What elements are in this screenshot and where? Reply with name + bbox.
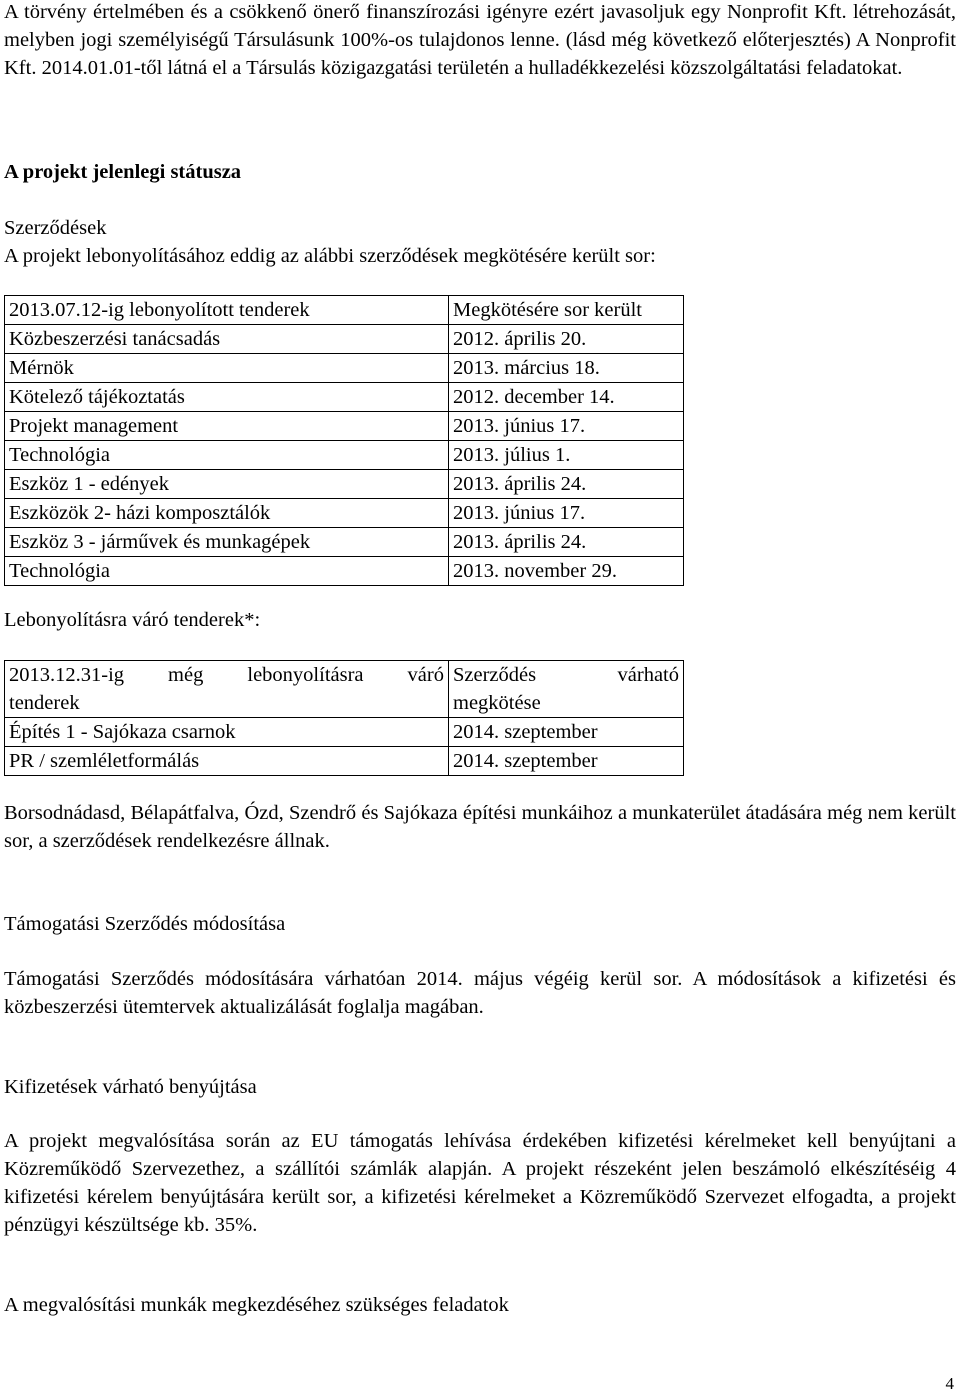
amendment-heading: Támogatási Szerződés módosítása (4, 913, 286, 935)
table-cell-date: 2013. november 29. (449, 557, 684, 586)
table-cell-tender: Kötelező tájékoztatás (5, 383, 449, 412)
tasks-heading: A megvalósítási munkák megkezdéséhez szükséges feladatok (4, 1294, 509, 1316)
table-header-cell (5, 661, 449, 718)
table-cell-tender: Közbeszerzési tanácsadás (5, 325, 449, 354)
table-row (5, 383, 684, 412)
table-header-line: Szerződés várható (453, 664, 679, 686)
table-cell-date: 2013. március 18. (449, 354, 684, 383)
table-cell-date: 2013. április 24. (449, 470, 684, 499)
table-cell-tender: Technológia (5, 441, 449, 470)
table-header-row (5, 296, 684, 325)
table-cell-date: 2014. szeptember (449, 718, 684, 747)
payments-paragraph: A projekt megvalósítása során az EU támogatás lehívása érdekében kifizetési kérelmeket kell benyújtani a Közreműködő Szervezethez, a szállítói számlák alapján. A projekt részeként jelen beszámoló elkészítéséig 4 kifizetési kérelem benyújtására került sor, a kifizetési kérelmeket a Közreműködő Szervezet elfogadta, a projekt pénzügyi készültsége kb. 35%. (4, 1130, 956, 1236)
table-cell-tender: Építés 1 - Sajókaza csarnok (5, 718, 449, 747)
table-row (5, 412, 684, 441)
table-cell-tender: Projekt management (5, 412, 449, 441)
table-cell-date: 2013. június 17. (449, 499, 684, 528)
table-cell-tender: Mérnök (5, 354, 449, 383)
contracts-heading: Szerződések (4, 217, 107, 239)
amendment-paragraph: Támogatási Szerződés módosítására várhatóan 2014. május végéig kerül sor. A módosítások a kifizetési és közbeszerzési ütemtervek aktualizálását foglalja magában. (4, 968, 956, 1018)
table-row (5, 470, 684, 499)
table-header-line: 2013.12.31-ig még lebonyolításra váró (9, 664, 444, 686)
table-cell-tender: Technológia (5, 557, 449, 586)
table-row (5, 528, 684, 557)
table-header-row (5, 661, 684, 718)
table-cell-tender: Eszköz 3 - járművek és munkagépek (5, 528, 449, 557)
table-cell-date: 2014. szeptember (449, 747, 684, 776)
handover-paragraph: Borsodnádasd, Bélapátfalva, Ózd, Szendrő és Sajókaza építési munkáihoz a munkaterület átadására még nem került sor, a szerződések rendelkezésre állnak. (4, 802, 956, 852)
table-row (5, 718, 684, 747)
concluded-tenders-table (4, 295, 684, 586)
table-row (5, 441, 684, 470)
payments-heading: Kifizetések várható benyújtása (4, 1076, 257, 1098)
table-cell-date: 2013. július 1. (449, 441, 684, 470)
table-row (5, 557, 684, 586)
table-header-line: tenderek (9, 692, 80, 714)
table-header-cell (449, 661, 684, 718)
table-cell-date: 2012. december 14. (449, 383, 684, 412)
table-header-cell: Megkötésére sor került (449, 296, 684, 325)
contracts-intro: A projekt lebonyolításához eddig az alábbi szerződések megkötésére került sor: (4, 245, 656, 267)
pending-tenders-table (4, 660, 684, 776)
table-cell-date: 2013. április 24. (449, 528, 684, 557)
table-header-line: megkötése (453, 692, 541, 714)
table-cell-tender: Eszköz 1 - edények (5, 470, 449, 499)
table-cell-date: 2012. április 20. (449, 325, 684, 354)
table-cell-tender: Eszközök 2- házi komposztálók (5, 499, 449, 528)
table-row (5, 325, 684, 354)
table-row (5, 747, 684, 776)
table-header-cell: 2013.07.12-ig lebonyolított tenderek (5, 296, 449, 325)
table-row (5, 354, 684, 383)
table-row (5, 499, 684, 528)
table-cell-tender: PR / szemléletformálás (5, 747, 449, 776)
intro-paragraph: A törvény értelmében és a csökkenő önerő finanszírozási igényre ezért javasoljuk egy Nonprofit Kft. létrehozását, melyben jogi személyiségű Társulásunk 100%-os tulajdonos lenne. (lásd még következő előterjesztés) A Nonprofit Kft. 2014.01.01-től látná el a Társulás közigazgatási területén a hulladékkezelési közszolgáltatási feladatokat. (4, 1, 956, 79)
status-heading: A projekt jelenlegi státusza (4, 161, 242, 183)
pending-heading: Lebonyolításra váró tenderek*: (4, 609, 261, 631)
page-number: 4 (945, 1374, 954, 1393)
table-cell-date: 2013. június 17. (449, 412, 684, 441)
